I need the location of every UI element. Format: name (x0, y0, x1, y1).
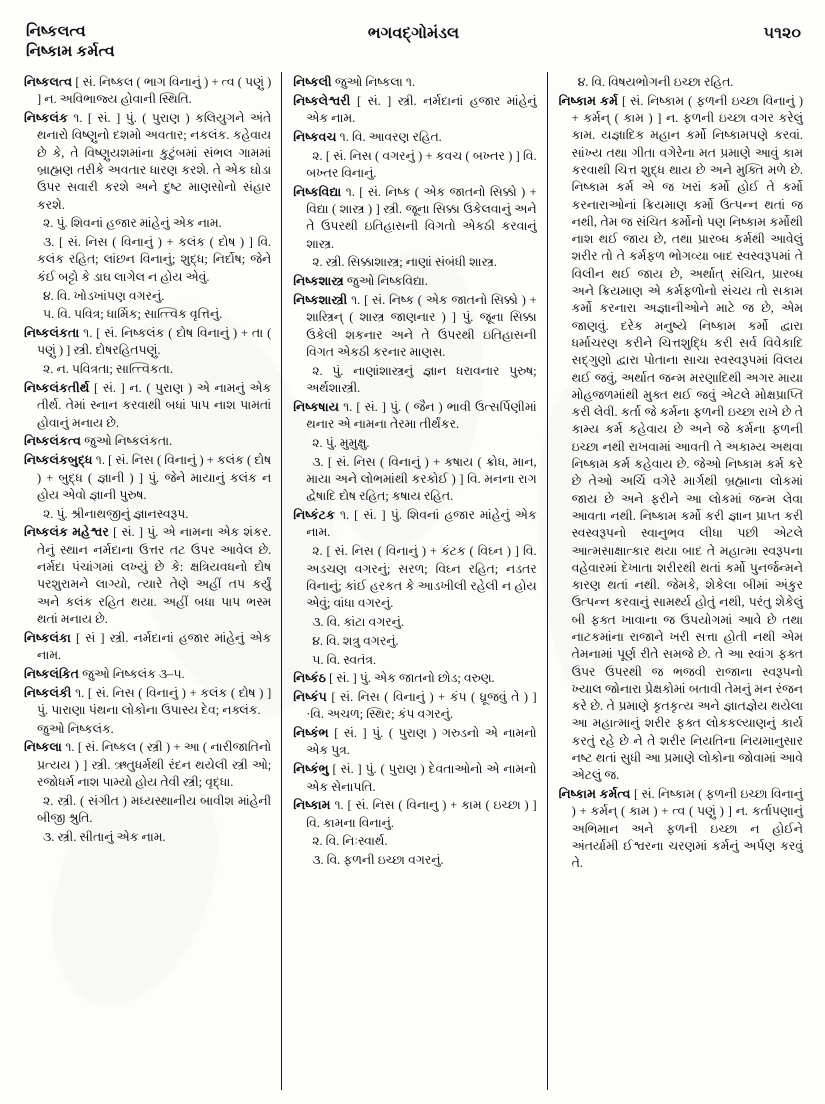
dictionary-entry (24, 524, 271, 628)
entry-definition: ૧. [ સં. નિસ ( વિનાનું ) + કલંક ( દોષ ) ] પું. પારાણા પંથના લોકોના ઉપાસ્ય દેવ; નક્લંક. (37, 685, 272, 717)
entry-definition: [ સં ] સ્ત્રી. નર્મદાનાં હજાર માંહેનું એક નામ. (37, 630, 272, 662)
page-number: ૫૧૨૦ (763, 25, 801, 42)
guide-word-second: નિષ્કામ કર્મત્વ (26, 42, 115, 60)
dictionary-entry (293, 689, 536, 724)
sense-text: ૨. પું. શિવનાં હજાર માંહેનું એક નામ. (43, 216, 222, 231)
entry-definition: ૧. [ સં. ] પું. ( પુરાણ ) કલિયુગને અંતે થનારો વિષ્ણુનો દશમો અવતાર; નકલંક. કહેવાય છે કે, તે વિષ્ણુયશમાંના કુટુંબમાં સંભલ ગામમાં બ્રાહ્મણ તરીકે અવતાર ધારણ કરશે. તે એક ઘોડા ઉપર સવારી કરશે અને દુષ્ટ માણસોનો સંહાર કરશે. (37, 111, 272, 212)
sense-text: ૨. વિ. નિઃસ્વાર્થ. (312, 834, 388, 849)
entry-headword: નિષ્કષાય (293, 399, 340, 414)
entry-definition: [ સં. નિષ્કામ ( ફળની ઇચ્છા વિનાનું ) + કર્મન્ ( કામ ) + ત્વ ( પણું ) ] ન. કર્તાપણાનું અભિમાન અને ફળની ઇચ્છા ન હોઈને અંતર્યામી ઈશ્વરના ચરણમાં કર્મનું અર્પણ કરવું તે. (571, 787, 803, 871)
dictionary-entry (293, 273, 536, 290)
entry-headword: નિષ્કલંકબુદ્ધ (24, 453, 93, 468)
entry-headword: નિષ્કલંકતા (24, 326, 80, 341)
sense-text: ૫. વિ. પવિત્ર; ધાર્મિક; સાત્ત્વિક વૃત્તિનું. (43, 307, 223, 322)
dictionary-entry (24, 325, 271, 360)
entry-headword: નિષ્કશાસ્ત્રી (293, 293, 348, 308)
entry-sense (24, 361, 271, 378)
entry-headword: નિષ્કામ કર્મત્વ (558, 787, 631, 802)
dictionary-entry (293, 399, 536, 434)
sense-text: ૩. વિ. કાંટા વગરનું. (312, 614, 404, 629)
entry-headword: નિષ્કામ (293, 798, 331, 813)
sense-text: ૨. પું. નાણાંશાસ્ત્રનું જ્ઞાન ધરાવનાર પુરુષ; અર્થશાસ્ત્રી. (306, 363, 537, 396)
dictionary-entry (293, 725, 536, 760)
sense-text: ૨. [ સં. નિસ ( વિનાનું ) + કંટક ( વિઘ્ન ) ] વિ. અડચણ વગરનું; સરળ; વિઘ્ન રહિત; નડતર વિનાનું; કાંઈ હરકત કે આડખીલી રહેલી ન હોય એવું; વાંધા વગરનું. (306, 544, 537, 611)
entry-headword: નિષ્કલંકત્વ (24, 434, 82, 449)
dictionary-entry (24, 74, 271, 109)
entry-definition: જુઓ નિષ્કલા ૧. (331, 75, 416, 89)
entry-sense (293, 652, 536, 669)
entry-definition: ૧. [ સં. નિષ્કલ ( સ્ત્રી ) + આ ( નારીજાતિનો પ્રત્યય ) ] સ્ત્રી. ઋતુધર્મથી રંદન થયેલી સ્ત્રી ઓ; રજોધર્મ નાશ પામ્યો હોય તેવી સ્ત્રી; વૃદ્ધા. (37, 740, 272, 790)
entry-sense (293, 633, 536, 650)
sense-text: ૪. વિ. ખોડખાંપણ વગરનું. (43, 288, 165, 303)
entry-headword: નિષ્કશાસ્ત્ર (293, 274, 344, 289)
text-column-2 (282, 74, 546, 1090)
entry-sense (293, 852, 536, 869)
entry-sense (24, 829, 271, 846)
entry-sense (559, 74, 803, 91)
entry-headword: નિષ્કલંક (24, 111, 68, 126)
dictionary-entry (293, 129, 536, 146)
sense-text: ૪. વિ. વિષયભોગની ઇચ્છા રહિત. (577, 75, 734, 89)
sense-text: ૪. વિ. શત્રુ વગરનું. (312, 633, 399, 648)
entry-definition: જુઓ નિષ્કલંકતા. (81, 434, 173, 449)
text-column-3 (548, 74, 803, 1090)
entry-headword: નિષ્કલેશ્વરી (293, 93, 351, 108)
sense-text: ૫. વિ. સ્વતંત્ર. (312, 652, 377, 667)
entry-definition: [ સં. નિસ ( વિનાનું ) + કંપ ( ધ્રૂજવું તે ) ] ·વિ. અચળ; સ્થિર; કંપ વગરનું. (306, 690, 537, 722)
entry-definition: ૧. [ સં. નિસ ( વિનાનું ) + કલંક ( દોષ ) + બુદ્ધ ( જ્ઞાની ) ] પું. જેને માયાનું કલંક ન હોય એવો જ્ઞાની પુરુષ. (37, 453, 272, 502)
dictionary-entry (293, 797, 536, 832)
entry-sense (293, 543, 536, 612)
entry-sense (293, 454, 536, 506)
entry-continuation (24, 721, 271, 738)
entry-sense (24, 793, 271, 828)
entry-headword: નિષ્કંભુ (293, 762, 329, 777)
sense-text: ૨. પું. મુમુક્ષુ. (312, 435, 370, 450)
dictionary-entry (293, 292, 536, 361)
entry-definition: જુઓ નિષ્કવિદ્યા. (343, 274, 428, 289)
entry-headword: નિષ્કલંકિત (24, 666, 80, 681)
dictionary-entry (559, 786, 803, 872)
entry-headword: નિષ્કલી (293, 75, 332, 89)
entry-sense (293, 833, 536, 850)
entry-headword: નિષ્કંભ (293, 726, 329, 741)
entry-definition: ૧. [ સં. નિષ્કલંક ( દોષ વિનાનું ) + તા ( પણું ) ] સ્ત્રી. દોષરહિતપણું. (37, 326, 272, 358)
dictionary-entry (24, 452, 271, 504)
sense-text: ૩. [ સં. નિસ ( વિનાનું ) + કલંક ( દોષ ) ] વિ. કલંક રહિત; લાંછન વિનાનું; શુદ્ધ; નિર્દોષ; જેને કંઈ બટ્ટો કે ડાઘ લાગેલ ન હોય એવું. (37, 235, 272, 284)
dictionary-entry (24, 630, 271, 665)
entry-sense (293, 614, 536, 631)
dictionary-entry (24, 380, 271, 432)
dictionary-entry (24, 739, 271, 791)
entry-sense (24, 234, 271, 286)
entry-headword: નિષ્કંપ (293, 690, 327, 705)
sense-text: ૨. [ સં. નિસ ( વગરનું ) + કવચ ( બખ્તર ) ] વિ. બખ્તર વિનાનું. (306, 148, 537, 180)
dictionary-entry (293, 93, 536, 128)
entry-definition: ૧. [ સં. નિષ્ક ( એક જાતનો સિક્કો ) + શાસ્ત્રિન્ ( શાસ્ત્ર જાણનાર ) ] પું. જૂના સિક્કા ઉકેલી શકનાર અને તે ઉપરથી ઇતિહાસની વિગત એકઠી કરનાર માણસ. (306, 293, 537, 359)
continuation-text: જુઓ નિષ્કલંક. (37, 721, 114, 736)
entry-sense (24, 506, 271, 523)
entry-headword: નિષ્કંઠ (293, 671, 327, 686)
dictionary-entry (24, 110, 271, 214)
text-column-1 (24, 74, 281, 1090)
sense-text: ૨. સ્ત્રી. સિક્કાશાસ્ત્ર; નાણાં સંબંધી શાસ્ત્ર. (312, 255, 497, 270)
entry-definition: [ સં. ] પું. ( પુરાણ ) ગરુડનો એ નામનો એક પુત્ર. (306, 726, 537, 758)
entry-sense (293, 435, 536, 452)
entry-sense (24, 215, 271, 232)
entry-definition: [ સં. ] પું. ( પુરાણ ) દેવતાઓનો એ નામનો એક સેનાપતિ. (306, 762, 537, 794)
entry-headword: નિષ્કલત્વ (24, 75, 73, 89)
guide-word-first: નિષ્કલત્વ (26, 23, 86, 40)
dictionary-entry (293, 761, 536, 796)
sense-text: ૩. [ સં. નિસ ( વિનાનું ) + કષાય ( ક્રોધ, માન, માયા અને લોભમાંથી કરકોઈ ) ] વિ. મનના રાગ દ્વેષાદિ દોષ રહિત; કષાય રહિત. (306, 454, 537, 504)
entry-definition: [ સં. ] પું. એ નામના એક શંકર. તેનું સ્થાન નર્મદાના ઉત્તર તટ ઉપર આવેલ છે. નર્મદા પંચાંગમાં લખ્યું છે કે: ક્ષત્રિયવધનો દોષ પરશુરામને લાગ્યો, ત્યારે તેણે અહીં તપ કર્યું અને કલંક રહિત થયા. અહીં બધા પાપ ભસ્મ થતાં મનાય છે. (37, 525, 272, 626)
entry-definition: ૧. [ સં. ] પું. ( જૈન ) ભાવી ઉત્સર્પિણીમાં થનાર એ નામના તેરમા તીર્થંકર. (306, 399, 537, 432)
entry-headword: નિષ્કલંક મહેશ્વર (24, 525, 109, 540)
sense-text: ૨. સ્ત્રી. ( સંગીત ) મધ્યસ્થાનીય બાવીશ માંહેની બીજી શ્રુતિ. (37, 793, 272, 826)
dictionary-entry (293, 670, 536, 687)
entry-headword: નિષ્કવચ (293, 129, 337, 144)
sense-text: ૩. વિ. ફળની ઇચ્છા વગરનું. (312, 853, 444, 868)
dictionary-entry (24, 685, 271, 720)
column-container (24, 74, 803, 1090)
entry-definition: ૧. [ સં. ] પું. શિવનાં હજાર માંહેનું એક નામ. (306, 508, 537, 540)
sense-text: ૩. સ્ત્રી. સીતાનું એક નામ. (43, 829, 166, 844)
entry-headword: નિષ્કામ કર્મ (558, 93, 618, 108)
entry-sense (293, 363, 536, 398)
dictionary-entry (293, 74, 536, 91)
entry-headword: નિષ્કલા (24, 740, 62, 755)
dictionary-entry (293, 507, 536, 542)
entry-sense (24, 288, 271, 305)
entry-headword: નિષ્કલંકતીર્થ (24, 381, 90, 396)
dictionary-entry (24, 666, 271, 683)
sense-text: ૨. ન. પવિત્રતા; સાત્ત્વિકતા. (43, 362, 173, 377)
entry-sense (293, 148, 536, 183)
entry-definition: ૧. વિ. આવરણ રહિત. (336, 129, 442, 144)
entry-headword: નિષ્કંટક (293, 508, 335, 523)
entry-definition: [ સં. ] સ્ત્રી. નર્મદાનાં હજાર માંહેનું એક નામ. (306, 93, 537, 126)
dictionary-entry (293, 184, 536, 253)
entry-definition: ૧. [ સં. નિસ ( વિનાનુ ) + કામ ( ઇચ્છા ) ] વિ. કામના વિનાનું. (306, 798, 537, 830)
entry-definition: [ સં. નિષ્કલ ( ભાગ વિનાનું ) + ત્વ ( પણું ) ] ન. અવિભાજ્ય હોવાની સ્થિતિ. (37, 75, 272, 107)
sense-text: ૨. પું. શ્રીનાથજીનું જ્ઞાનસ્વરૂપ. (43, 506, 189, 521)
entry-definition: [ સં. ] પું. એક જાતનો છોડ; વરુણ. (326, 671, 495, 686)
entry-sense (293, 254, 536, 271)
entry-headword: નિષ્કવિદ્યા (293, 184, 342, 199)
dictionary-entry (24, 433, 271, 450)
entry-definition: ૧. [ સં. નિષ્ક ( એક જાતનો સિક્કો ) + વિદ્યા ( શાસ્ત્ર ) ] સ્ત્રી. જૂના સિક્કા ઉકેલવાનું અને તે ઉપરથી ઇતિહાસની વિગતો એકઠી કરવાનું શાસ્ત્ર. (306, 184, 537, 251)
book-title: ભગવદ્ગોમંડલ (367, 25, 460, 42)
entry-sense (24, 306, 271, 323)
entry-headword: નિષ્કલંકી (24, 685, 72, 700)
dictionary-entry (559, 93, 803, 785)
entry-definition: [ સં. નિષ્કામ ( ફળની ઇચ્છા વિનાનું ) + કર્મન્ ( કામ ) ] ન. ફળની ઇચ્છા વગર કરેલું કામ. યજ્ઞાદિક મહાન કર્મો નિષ્કામપણે કરવાં. સાંખ્ય તથા ગીતા વગેરેના મત પ્રમાણે આવું કામ કરવાથી ચિત્ત શુદ્ધ થાય છે અને મુક્તિ મળે છે. નિષ્કામ કર્મ એ જ ખરાં કર્મો હોઈ તે કર્મો કરનારાઓનાં ક્રિયમાણ કર્મો ઉત્પન્ન થતાં જ નથી, તેમ જ સંચિત કર્મોનો પણ નિષ્કામ કર્મોથી નાશ થઈ જાય છે, તથા પ્રારબ્ધ કર્મથી આવેલું શરીર તો તે કર્મફળ ભોગવ્યા બાદ સ્વસ્વરૂપમાં તે વિલીન થઈ જાય છે, અર્થાત્ સંચિત, પ્રારબ્ધ અને ક્રિયમાણ એ કર્મફળોનો સંચય તો સકામ કર્મો કરનારા અજ્ઞાનીઓને માટે જ છે, એમ જાણવું. દરેક મનુષ્યે નિષ્કામ કર્મો દ્વારા ધર્માચરણ કરીને ચિત્તશુદ્ધિ કરી સર્વ વિવેકાદિ સદ્ગુણો દ્વારા પોતાના સાચા સ્વસ્વરૂપમાં વિલય થઈ જવું, અર્થાત જન્મ મરણાદિથી અગર માયા મોહજળમાંથી મુક્ત થઈ જવું એટલે મોક્ષપ્રાપ્તિ કરી લેવી. કર્તા જે કર્મના ફળની ઇચ્છા રાખે છે તે કામ્ય કર્મ કહેવાય છે અને જે કર્મના ફળની ઇચ્છા નથી રાખવામાં આવતી તે અકામ્ય અથવા નિષ્કામ કર્મ કહેવાય છે. જેઓ નિષ્કામ કર્મ કરે છે તેઓ અર્ચિ વગેરે માર્ગથી બ્રહ્માના લોકમાં જાય છે અને ફરીને આ લોકમાં જન્મ લેવા આવતા નથી. નિષ્કામ કર્મો કરી જ્ઞાન પ્રાપ્ત કરી સ્વસ્વરૂપનો સ્વાનુભવ લીધા પછી એટલે આત્મસાક્ષાત્કાર થયા બાદ તે મહાત્મા સ્વરૂપના વહેવારમાં દેખાતા શરીરથી થતાં કર્મો પુનર્જન્મને કારણ થતાં નથી. જેમકે, શેકેલા બીમાં અંકુર ઉત્પન્ન કરવાનું સામર્થ્ય હોતું નથી, પરંતુ શેકેલું બી ફક્ત ખાવાના જ ઉપયોગમાં આવે છે તથા નાટકમાંના રાજાને ખરી સત્તા હોતી નથી એમ તેમનામાં પૂર્ણ રીતે સમજે છે. તે આ સ્વાંગ ફક્ત ઉપર ઉપરથી જ ભજવી રાજાના સ્વરૂપનો ખ્યાલ જોનારા પ્રેક્ષકોમાં બતાવી તેમનું મન રંજન કરે છે. તે પ્રમાણે કૃતકૃત્ય અને જ્ઞાતજ્ઞેય થયેલા આ મહાત્માનું શરીર ફક્ત લોકકલ્યાણનું કાર્ય કરતું રહે છે ને તે શરીર નિયતિના નિયમાનુસાર નષ્ટ થતાં સુધી આ પ્રમાણે લોકોના જોવામાં આવે એટલું જ. (571, 93, 803, 783)
page-header (26, 22, 801, 68)
entry-definition: જુઓ નિષ્કલંક ૩–૫. (79, 666, 185, 681)
entry-headword: નિષ્કલંકા (24, 630, 71, 645)
entry-definition: [ સં. ] ન. ( પુરાણ ) એ નામનું એક તીર્થ. તેમાં સ્નાન કરવાથી બધાં પાપ નાશ પામતાં હોવાનું મનાય છે. (37, 381, 272, 430)
